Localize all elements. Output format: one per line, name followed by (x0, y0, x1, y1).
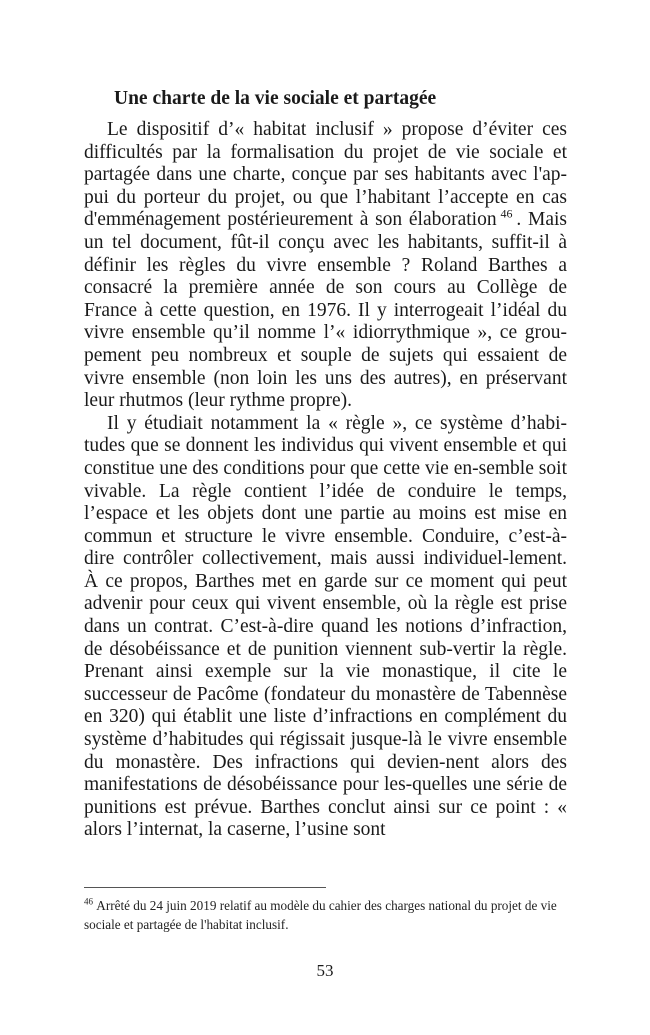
paragraph-1 (84, 119, 567, 413)
footnote (84, 897, 567, 934)
paragraph-1-text-b: . Mais un tel document, fût-il conçu avec les habitants, suffit-il à définir les règles du vivre ensemble ? Roland Barthes a consacré la première année de son cours au Collège de France à cette question, en 1976. Il y interrogeait l’idéal du vivre ensemble qu’il nomme l’« idiorrythmique », ce grou-pement peu nombreux et souple de sujets qui essaient de vivre ensemble (non loin les uns des autres), en préservant leur rhutmos (leur rythme propre). (84, 209, 567, 412)
page-body (84, 86, 567, 842)
footnote-text: Arrêté du 24 juin 2019 relatif au modèle du cahier des charges national du projet de vie sociale et partagée de l'habitat inclusif. (84, 898, 557, 932)
page-number: 53 (316, 961, 334, 980)
footnote-number: 46 (84, 896, 93, 907)
footnote-divider (84, 887, 326, 888)
paragraph-2: Il y étudiait notamment la « règle », ce système d’habi-tudes que se donnent les individus qui vivent ensemble et qui constitue une des conditions pour que cette vie en-semble soit vivable. La règle contient l’idée de conduire le temps, l’espace et les objets dont une partie au moins est mise en commun et structure le vivre ensemble. Conduire, c’est-à-dire contrôler collectivement, mais aussi individuel-lement. À ce propos, Barthes met en garde sur ce moment qui peut advenir pour ceux qui vivent ensemble, où la règle est prise dans un contrat. C’est-à-dire quand les notions d’infraction, de désobéissance et de punition viennent sub-vertir la règle. Prenant ainsi exemple sur la vie monastique, il cite le successeur de Pacôme (fondateur du monastère de Tabennèse en 320) qui établit une liste d’infractions en complément du système d’habitudes qui régissait jusque-là le vivre ensemble du monastère. Des infractions qui devien-nent alors des manifestations de désobéissance pour les-quelles une série de punitions est prévue. Barthes conclut ainsi sur ce point : « alors l’internat, la caserne, l’usine sont (84, 412, 567, 841)
paragraph-1-text-a: Le dispositif d’« habitat inclusif » propose d’éviter ces difficultés par la formalisation du projet de vie sociale et partagée dans une charte, conçue par ses habitants avec l'ap-pui du porteur du projet, ou que l’habitant l’accepte en cas d'emménagement postérieurement à son élaboration (84, 119, 567, 231)
footnote-reference[interactable]: 46 (500, 206, 513, 221)
section-title: Une charte de la vie sociale et partagée (114, 88, 437, 109)
